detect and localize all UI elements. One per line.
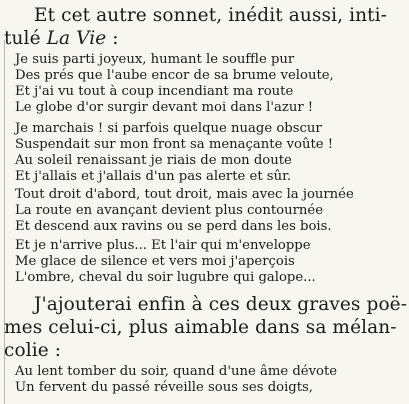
poem-line: Tout droit d'abord, tout droit, mais avec la journée xyxy=(15,187,354,202)
intro-2-line-3: colie : xyxy=(4,340,62,361)
poem-line: Un fervent du passé réveille sous ses doigts, xyxy=(15,380,313,395)
poem-1-stanza-4 xyxy=(15,238,405,286)
poem-line: Et descend aux ravins ou se perd dans les bois. xyxy=(15,219,332,234)
intro-2-line-1: J'ajouterai enfin à ces deux graves poë- xyxy=(34,294,408,315)
intro-2-line-2: mes celui-ci, plus aimable dans sa mélan- xyxy=(4,317,397,338)
poem-2-stanza-1 xyxy=(15,364,405,396)
poem-line: Et j'allais et j'allais d'un pas alerte et sûr. xyxy=(15,169,292,184)
poem-line: Suspendait sur mon front sa menaçante voûte ! xyxy=(15,137,334,152)
poem-line: Je marchais ! si parfois quelque nuage obscur xyxy=(15,121,322,136)
intro-1-suffix: : xyxy=(106,28,119,49)
poem-line: La route en avançant devient plus contournée xyxy=(15,203,324,218)
poem-line: Des prés que l'aube encor de sa brume veloute, xyxy=(15,68,334,83)
intro-1-line-1: Et cet autre sonnet, inédit aussi, inti- xyxy=(34,5,387,26)
intro-1-line-2 xyxy=(4,27,404,50)
poem-1-stanza-1 xyxy=(15,52,405,116)
poem-line: Et j'ai vu tout à coup incendiant ma route xyxy=(15,84,294,99)
poem-line: Me glace de silence et vers moi j'aperçois xyxy=(15,254,295,269)
poem-line: Je suis parti joyeux, humant le souffle pur xyxy=(15,52,295,67)
poem-line: Le globe d'or surgir devant moi dans l'azur ! xyxy=(15,100,314,115)
sonnet-title: La Vie xyxy=(46,28,107,49)
poem-line: Et je n'arrive plus... Et l'air qui m'enveloppe xyxy=(15,238,311,253)
poem-1-stanza-3 xyxy=(15,187,405,235)
poem-line: Au soleil renaissant je riais de mon doute xyxy=(15,153,292,168)
intro-1-prefix: tulé xyxy=(4,28,47,49)
intro-paragraph-2 xyxy=(4,293,408,362)
poem-line: L'ombre, cheval du soir lugubre qui galope... xyxy=(15,270,316,285)
poem-line: Au lent tomber du soir, quand d'une âme dévote xyxy=(15,364,338,379)
poem-1-stanza-2 xyxy=(15,121,405,185)
intro-paragraph-1 xyxy=(4,4,404,50)
